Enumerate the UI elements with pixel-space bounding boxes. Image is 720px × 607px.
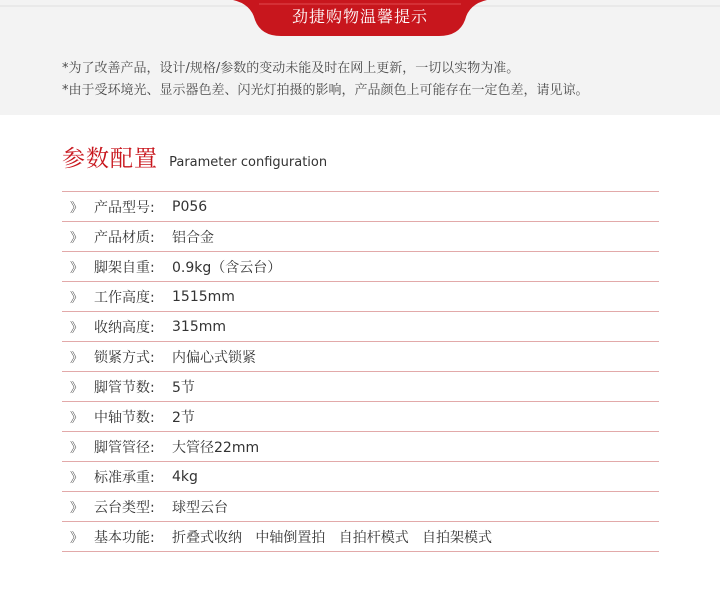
param-row-column-sections [62,402,659,432]
param-value: 0.9kg（含云台） [172,259,282,276]
param-label: 云台类型: [94,499,155,516]
notice-notes [62,58,712,102]
param-label: 标准承重: [94,469,155,486]
row-bullet: 》 [70,351,84,366]
param-value: 内偏心式锁紧 [172,349,256,366]
param-subtitle: Parameter configuration [169,155,328,170]
row-bullet: 》 [70,321,84,336]
param-row-head-type [62,492,659,522]
row-bullet: 》 [70,441,84,456]
param-value: 折叠式收纳 中轴倒置拍 自拍杆模式 自拍架模式 [172,529,493,546]
param-label: 脚管节数: [94,379,155,396]
param-value: 315mm [172,318,226,335]
notice-ribbon [233,0,487,38]
param-label: 基本功能: [94,529,155,546]
param-label: 脚架自重: [94,259,155,276]
param-row-functions [62,522,659,552]
notice-note-2: *由于受环境光、显示器色差、闪光灯拍摄的影响，产品颜色上可能存在一定色差，请见谅。 [62,83,589,98]
row-bullet: 》 [70,381,84,396]
param-label: 工作高度: [94,289,155,306]
notice-note-1: *为了改善产品，设计/规格/参数的变动未能及时在网上更新，一切以实物为准。 [62,61,520,76]
param-row-model [62,192,659,222]
param-row-load-capacity [62,462,659,492]
param-row-working-height [62,282,659,312]
row-bullet: 》 [70,261,84,276]
param-value: 大管径22mm [172,439,260,456]
row-bullet: 》 [70,411,84,426]
param-value: 1515mm [172,288,235,305]
param-value: 5节 [172,379,195,396]
param-label: 中轴节数: [94,409,155,426]
notice-panel [0,0,720,115]
param-title: 参数配置 [62,146,158,172]
param-value: 2节 [172,409,195,426]
row-bullet: 》 [70,291,84,306]
row-bullet: 》 [70,201,84,216]
notice-title: 劲捷购物温馨提示 [291,7,428,26]
row-bullet: 》 [70,531,84,546]
param-value: 球型云台 [172,499,228,516]
param-label: 脚管管径: [94,439,155,456]
param-row-material [62,222,659,252]
param-label: 锁紧方式: [94,349,155,366]
param-row-weight [62,252,659,282]
param-table [62,191,659,552]
param-value: 4kg [172,468,198,485]
param-label: 收纳高度: [94,319,155,336]
param-label: 产品型号: [94,199,155,216]
param-value: P056 [172,198,208,215]
param-header [62,140,327,180]
row-bullet: 》 [70,231,84,246]
param-row-folded-height [62,312,659,342]
row-bullet: 》 [70,471,84,486]
param-row-lock-type [62,342,659,372]
param-row-leg-sections [62,372,659,402]
param-label: 产品材质: [94,229,155,246]
row-bullet: 》 [70,501,84,516]
param-row-tube-diameter [62,432,659,462]
param-value: 铝合金 [172,229,214,246]
